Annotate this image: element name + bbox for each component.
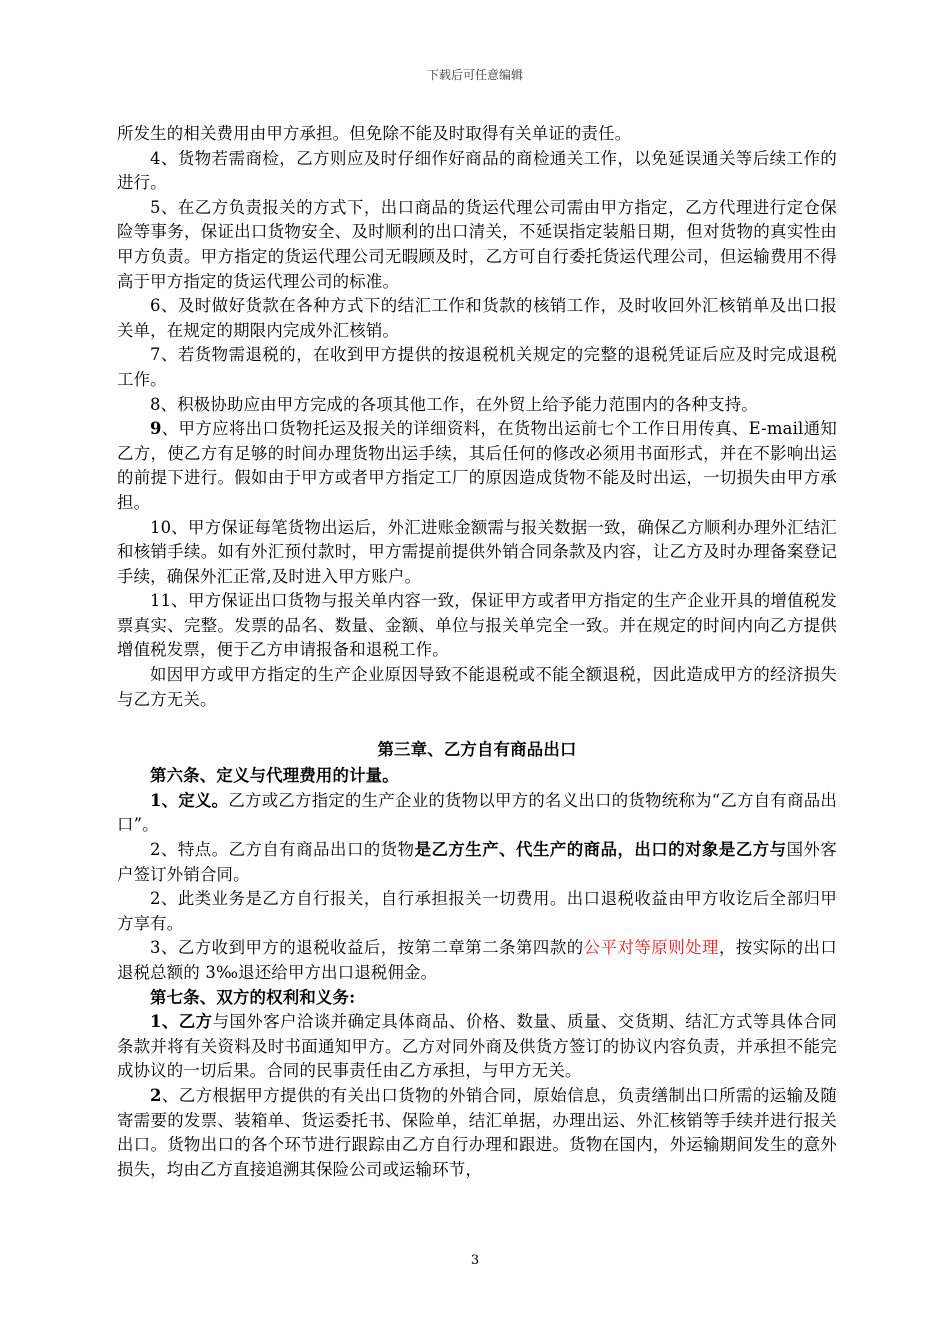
paragraph bbox=[117, 936, 837, 985]
clause-text: 、乙方根据甲方提供的有关出口货物的外销合同，原始信息，负责缮制出口所需的运输及随寄需要的发票、装箱单、货运委托书、保险单，结汇单据，办理出运、外汇核销等手续并进行报关出口。货物出口的各个环节进行跟踪由乙方自行办理和跟进。货物在国内，外运输期间发生的意外损失，均由乙方直接追溯其保险公司或运输环节， bbox=[117, 1085, 837, 1179]
feature-text: 2、特点。乙方自有商品出口的货物 bbox=[150, 840, 415, 860]
clause-text: 与国外客户洽谈并确定具体商品、价格、数量、质量、交货期、结汇方式等具体合同条款并将有关资料及时书面通知甲方。乙方对同外商及供货方签订的协议内容负责，并承担不能完成协议的一切后果。合同的民事责任由乙方承担，与甲方无关。 bbox=[117, 1012, 837, 1081]
feature-text-end: 国外客户签订外销合同。 bbox=[117, 840, 837, 884]
feature-emphasis: 是乙方生产、代生产的商品，出口的对象是乙方与 bbox=[414, 840, 787, 860]
paragraph bbox=[117, 789, 837, 838]
paragraph bbox=[117, 1084, 837, 1182]
definition-label: 1、定义。 bbox=[150, 790, 229, 810]
paragraph: 4、货物若需商检，乙方则应及时仔细作好商品的商检通关工作，以免延误通关等后续工作的进行。 bbox=[117, 148, 837, 193]
clause-label: 1、乙方 bbox=[150, 1012, 213, 1032]
paragraph bbox=[117, 1010, 837, 1084]
paragraph: 所发生的相关费用由甲方承担。但免除不能及时取得有关单证的责任。 bbox=[117, 124, 632, 143]
clause-text: 、甲方应将出口货物托运及报关的详细资料，在货物出运前七个工作日用传真、E-mail通知乙方，使乙方有足够的时间办理货物出运手续，其后任何的修改必须用书面形式，并在不影响出运的前提下进行。假如由于甲方或者甲方指定工厂的原因造成货物不能及时出运，一切损失由甲方承担。 bbox=[117, 419, 837, 512]
clause-text: 3、乙方收到甲方的退税收益后，按第二章第二条第四款的 bbox=[150, 938, 584, 958]
definition-text: 乙方或乙方指定的生产企业的货物以甲方的名义出口的货物统称为“乙方自有商品出口”。 bbox=[117, 790, 837, 835]
highlighted-text: 公平对等原则处理 bbox=[583, 938, 719, 958]
paragraph: 6、及时做好货款在各种方式下的结汇工作和货款的核销工作，及时收回外汇核销单及出口报关单，在规定的期限内完成外汇核销。 bbox=[117, 296, 837, 340]
paragraph bbox=[117, 838, 837, 887]
article-heading: 第六条、定义与代理费用的计量。 bbox=[150, 766, 399, 786]
clause-text-end: ，按实际的出口退税总额的 3‰退还给甲方出口退税佣金。 bbox=[117, 938, 837, 982]
article-heading: 第七条、双方的权利和义务: bbox=[150, 987, 356, 1007]
paragraph: 2、此类业务是乙方自行报关，自行承担报关一切费用。出口退税收益由甲方收讫后全部归甲方享有。 bbox=[117, 889, 837, 933]
paragraph: 如因甲方或甲方指定的生产企业原因导致不能退税或不能全额退税，因此造成甲方的经济损失与乙方无关。 bbox=[117, 665, 837, 709]
page-number: 3 bbox=[470, 1253, 480, 1268]
paragraph: 10、甲方保证每笔货物出运后，外汇进账金额需与报关数据一致，确保乙方顺利办理外汇结汇和核销手续。如有外汇预付款时，甲方需提前提供外销合同条款及内容，让乙方及时办理备案登记手续，确保外汇正常,及时进入甲方账户。 bbox=[117, 517, 837, 586]
paragraph: 7、若货物需退税的，在收到甲方提供的按退税机关规定的完整的退税凭证后应及时完成退税工作。 bbox=[117, 345, 837, 389]
paragraph: 8、积极协助应由甲方完成的各项其他工作，在外贸上给予能力范围内的各种支持。 bbox=[150, 394, 758, 414]
chapter-heading: 第三章、乙方自有商品出口 bbox=[377, 740, 577, 760]
clause-number: 9 bbox=[150, 419, 162, 439]
paragraph: 5、在乙方负责报关的方式下，出口商品的货运代理公司需由甲方指定，乙方代理进行定仓保险等事务，保证出口货物安全、及时顺利的出口清关，不延误指定装船日期，但对货物的真实性由甲方负责。甲方指定的货运代理公司无暇顾及时，乙方可自行委托货运代理公司，但运输费用不得高于甲方指定的货运代理公司的标准。 bbox=[117, 197, 837, 291]
page-header: 下载后可任意编辑 bbox=[426, 68, 523, 82]
paragraph: 11、甲方保证出口货物与报关单内容一致，保证甲方或者甲方指定的生产企业开具的增值税发票真实、完整。发票的品名、数量、金额、单位与报关单完全一致。并在规定的时间内向乙方提供增值税发票，便于乙方申请报备和退税工作。 bbox=[117, 591, 837, 660]
document-body bbox=[117, 122, 837, 1182]
clause-number: 2 bbox=[150, 1085, 162, 1105]
paragraph bbox=[117, 417, 837, 515]
